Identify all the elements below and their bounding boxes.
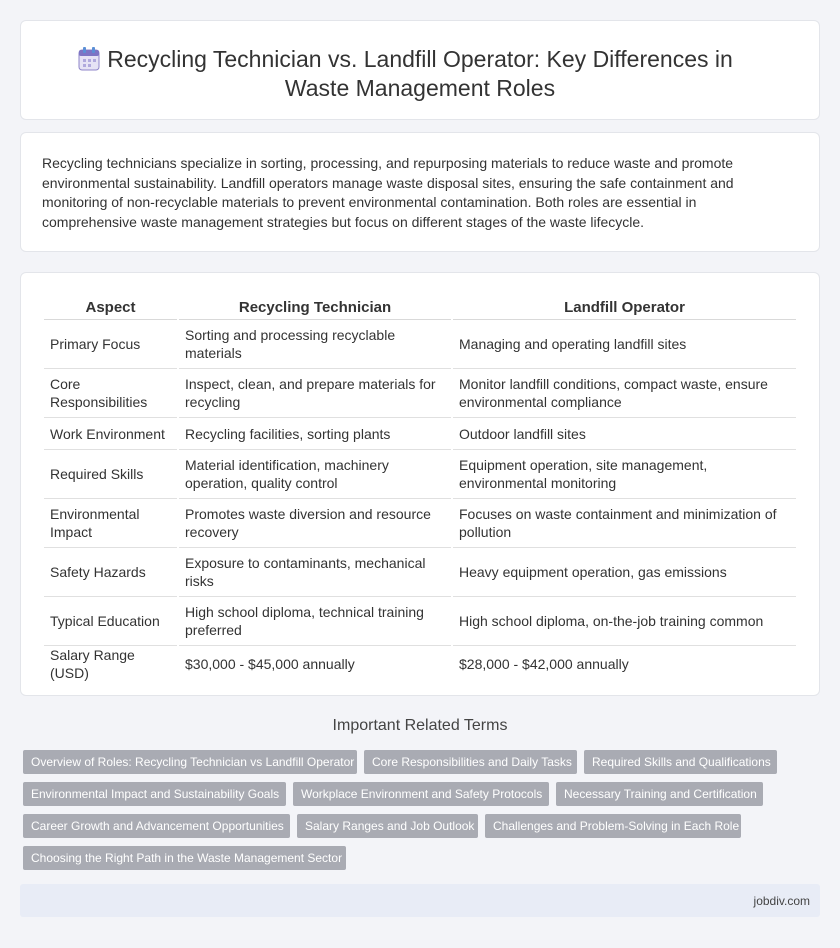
row-aspect: Primary Focus: [44, 320, 177, 369]
table-row: [44, 320, 796, 369]
page-title: [21, 45, 819, 103]
row-landfill-operator: Outdoor landfill sites: [453, 418, 796, 450]
row-landfill-operator: Monitor landfill conditions, compact waste, ensure environmental compliance: [453, 369, 796, 418]
related-terms-heading: Important Related Terms: [332, 717, 508, 734]
related-term-tag[interactable]: Workplace Environment and Safety Protocols: [293, 782, 549, 806]
related-term-tag[interactable]: Core Responsibilities and Daily Tasks: [364, 750, 577, 774]
row-aspect: Work Environment: [44, 418, 177, 450]
related-term-tag[interactable]: Overview of Roles: Recycling Technician vs Landfill Operator: [23, 750, 357, 774]
header-aspect: Aspect: [44, 295, 177, 320]
row-recycling-technician: Sorting and processing recyclable materials: [179, 320, 451, 369]
table-row: [44, 369, 796, 418]
row-aspect: Typical Education: [44, 597, 177, 646]
header-recycling-technician: Recycling Technician: [179, 295, 451, 320]
table-row: [44, 499, 796, 548]
related-term-tag[interactable]: Salary Ranges and Job Outlook: [297, 814, 478, 838]
footer: [20, 884, 820, 917]
row-recycling-technician: Material identification, machinery operation, quality control: [179, 450, 451, 499]
page-title-line-1: Recycling Technician vs. Landfill Operator: Key Differences in: [107, 46, 733, 72]
row-recycling-technician: Recycling facilities, sorting plants: [179, 418, 451, 450]
table-row: [44, 646, 796, 682]
row-landfill-operator: High school diploma, on-the-job training common: [453, 597, 796, 646]
row-aspect: Safety Hazards: [44, 548, 177, 597]
row-landfill-operator: Focuses on waste containment and minimization of pollution: [453, 499, 796, 548]
row-recycling-technician: Promotes waste diversion and resource recovery: [179, 499, 451, 548]
footer-site-link[interactable]: jobdiv.com: [753, 894, 810, 908]
row-recycling-technician: $30,000 - $45,000 annually: [185, 656, 355, 672]
table-row: [44, 597, 796, 646]
related-term-tag[interactable]: Challenges and Problem-Solving in Each Role: [485, 814, 741, 838]
comparison-table: [42, 295, 798, 682]
related-term-tag[interactable]: Choosing the Right Path in the Waste Management Sector: [23, 846, 346, 870]
header-landfill-operator: Landfill Operator: [453, 295, 796, 320]
row-aspect: Environmental Impact: [44, 499, 177, 548]
table-header-row: [44, 295, 796, 320]
row-aspect: Salary Range (USD): [50, 647, 135, 681]
table-row: [44, 548, 796, 597]
row-recycling-technician: Exposure to contaminants, mechanical risks: [179, 548, 451, 597]
table-row: [44, 418, 796, 450]
row-aspect: Required Skills: [44, 450, 177, 499]
row-recycling-technician: Inspect, clean, and prepare materials for recycling: [179, 369, 451, 418]
row-landfill-operator: Equipment operation, site management, environmental monitoring: [453, 450, 796, 499]
table-row: [44, 450, 796, 499]
intro-card: [20, 132, 820, 252]
row-landfill-operator: Managing and operating landfill sites: [453, 320, 796, 369]
row-landfill-operator: Heavy equipment operation, gas emissions: [453, 548, 796, 597]
related-term-tag[interactable]: Required Skills and Qualifications: [584, 750, 777, 774]
row-recycling-technician: High school diploma, technical training preferred: [179, 597, 451, 646]
row-landfill-operator: $28,000 - $42,000 annually: [459, 656, 629, 672]
comparison-table-card: [20, 272, 820, 696]
related-term-tag[interactable]: Necessary Training and Certification: [556, 782, 763, 806]
title-card: [20, 20, 820, 120]
related-term-tag[interactable]: Career Growth and Advancement Opportunities: [23, 814, 290, 838]
row-aspect: Core Responsibilities: [44, 369, 177, 418]
page-title-line-2: Waste Management Roles: [284, 75, 556, 101]
intro-paragraph: Recycling technicians specialize in sorting, processing, and repurposing materials to reduce waste and promote environmental sustainability. Landfill operators manage waste disposal sites, ensuring the safe containment and monitoring of non-recyclable materials to prevent environmental contamination. Both roles are essential in comprehensive waste management strategies but focus on different stages of the waste lifecycle.: [42, 155, 734, 230]
related-term-tag[interactable]: Environmental Impact and Sustainability Goals: [23, 782, 286, 806]
